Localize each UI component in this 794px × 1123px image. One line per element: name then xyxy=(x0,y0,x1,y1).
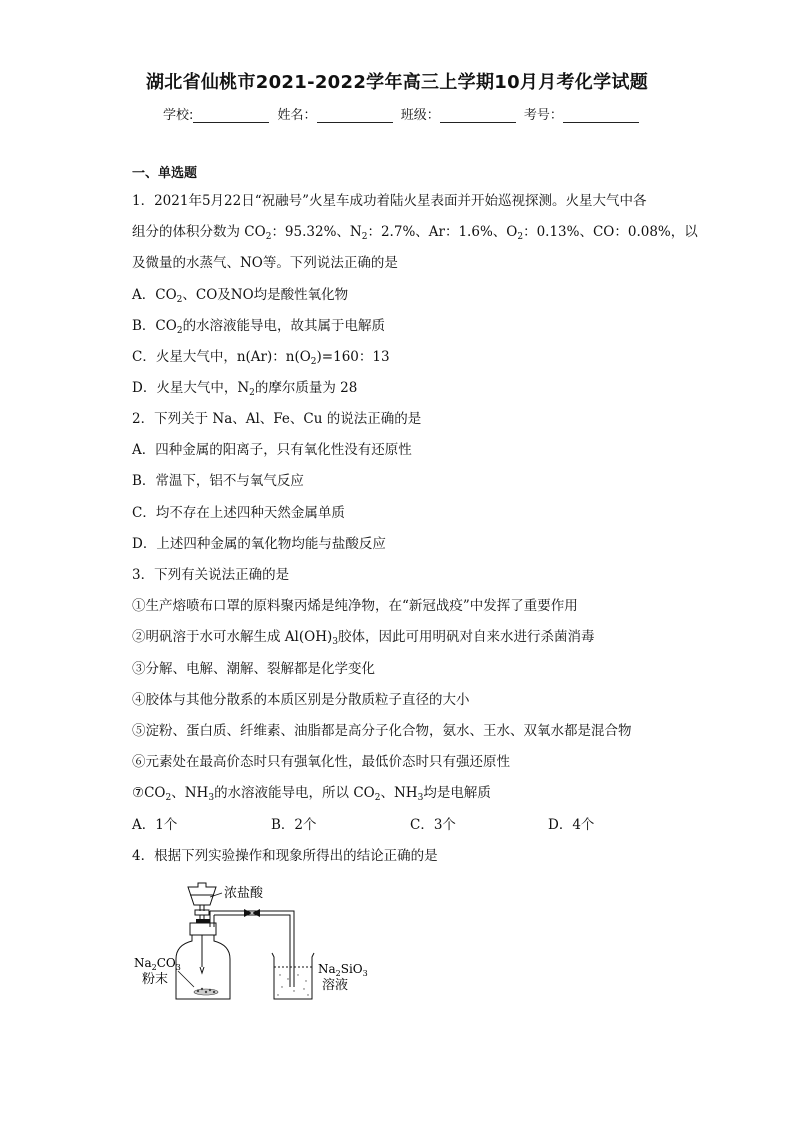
label-powder: 粉末 xyxy=(142,972,169,987)
tube-clamp-icon xyxy=(244,909,260,917)
q1-option-b: B．$CO_2$的水溶液能导电，故其属于电解质 xyxy=(132,318,386,336)
q3-stem: 3．下列有关说法正确的是 xyxy=(132,567,290,583)
separatory-funnel-icon xyxy=(188,883,216,925)
class-blank[interactable] xyxy=(440,108,516,123)
q3-statement-6: ⑥元素处在最高价态时只有强氧化性，最低价态时只有强还原性 xyxy=(132,754,510,770)
label-concentrated-hcl: 浓盐酸 xyxy=(224,886,264,901)
school-blank[interactable] xyxy=(193,108,269,123)
delivery-tube-icon xyxy=(210,911,294,987)
q3-option-b: B．2个 xyxy=(271,817,317,833)
q2-stem: 2．下列关于 Na、Al、Fe、Cu 的说法正确的是 xyxy=(132,411,422,427)
q3-statement-3: ③分解、电解、潮解、裂解都是化学变化 xyxy=(132,661,375,677)
q2-option-d: D．上述四种金属的氧化物均能与盐酸反应 xyxy=(132,536,386,552)
label-solution: 溶液 xyxy=(322,978,349,993)
beaker-icon xyxy=(272,953,314,999)
stopper-top xyxy=(196,919,210,923)
solution-dots xyxy=(277,974,308,995)
q3-statement-1: ①生产熔喷布口罩的原料聚丙烯是纯净物，在“新冠战疫”中发挥了重要作用 xyxy=(132,598,578,614)
q2-option-a: A．四种金属的阳离子，只有氧化性没有还原性 xyxy=(132,442,412,458)
q3-statement-2: ②明矾溶于水可水解生成 $Al(OH)_3$胶体，因此可用明矾对自来水进行杀菌消毒 xyxy=(132,629,595,647)
powder-icon xyxy=(194,988,218,995)
label-na2co3: $Na_2CO_3$ xyxy=(134,956,181,972)
q1-stem-line3: 及微量的水蒸气、NO等。下列说法正确的是 xyxy=(132,255,398,271)
q3-statement-4: ④胶体与其他分散系的本质区别是分散质粒子直径的大小 xyxy=(132,692,470,708)
q1-stem-line1: 1．2021年5月22日“祝融号”火星车成功着陆火星表面并开始巡视探测。火星大气中各 xyxy=(132,193,647,209)
id-blank[interactable] xyxy=(563,108,639,123)
q2-option-c: C．均不存在上述四种天然金属单质 xyxy=(132,505,345,521)
q3-option-a: A．1个 xyxy=(132,817,178,833)
q4-stem: 4．根据下列实验操作和现象所得出的结论正确的是 xyxy=(132,848,438,864)
stopper-icon xyxy=(190,923,216,935)
q1-option-a: A．$CO_2$、CO及NO均是酸性氧化物 xyxy=(132,287,349,305)
name-blank[interactable] xyxy=(317,108,393,123)
student-info-row xyxy=(163,104,643,123)
q1-option-d: D．火星大气中，$N_2$的摩尔质量为 28 xyxy=(132,380,358,398)
id-label: 考号： xyxy=(523,108,563,123)
q1-stem-line2: 组分的体积分数为 $CO_2$：95.32%、$N_2$：2.7%、Ar：1.6%、$O_2$：0.13%、CO：0.08%，以 xyxy=(132,224,698,242)
q3-option-c: C．3个 xyxy=(410,817,456,833)
q3-statement-7: $⑦CO_2$、$NH_3$的水溶液能导电，所以 $CO_2$、$NH_3$均是电解质 xyxy=(132,785,491,803)
q2-option-b: B．常温下，铝不与氧气反应 xyxy=(132,473,304,489)
page-title: 湖北省仙桃市2021-2022学年高三上学期10月月考化学试题 xyxy=(145,72,648,93)
label-na2sio3: $Na_2SiO_3$ xyxy=(318,962,368,978)
school-label: 学校: xyxy=(163,108,194,123)
section-heading: 一、单选题 xyxy=(132,166,198,181)
name-label: 姓名： xyxy=(277,108,317,123)
q3-option-d: D．4个 xyxy=(548,817,595,833)
q1-option-c: C．火星大气中，n(Ar)：$n(O_2)=160$：13 xyxy=(132,349,390,367)
apparatus-diagram xyxy=(132,875,372,1005)
class-label: 班级： xyxy=(400,108,440,123)
q3-statement-5: ⑤淀粉、蛋白质、纤维素、油脂都是高分子化合物，氨水、王水、双氧水都是混合物 xyxy=(132,723,632,739)
